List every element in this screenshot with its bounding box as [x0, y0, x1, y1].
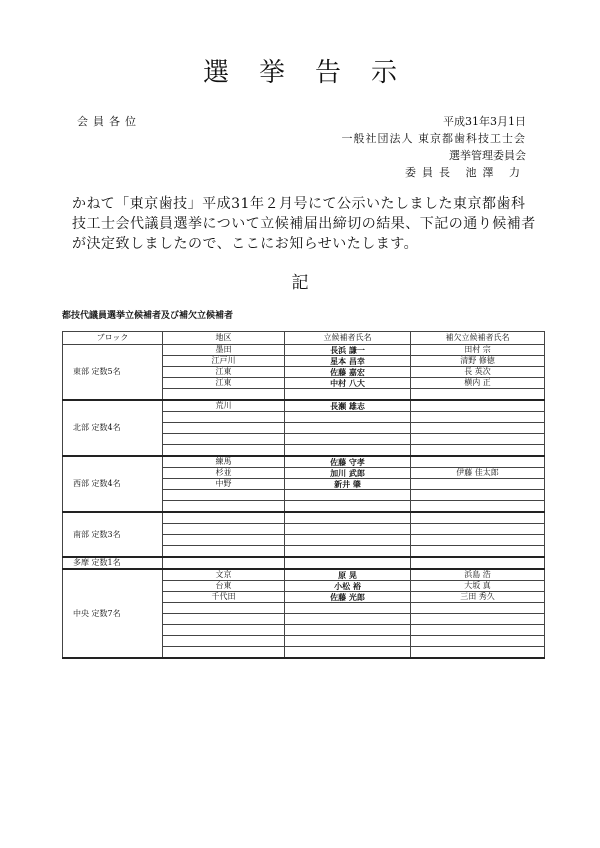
candidate-cell: [285, 546, 411, 558]
district-cell: [163, 445, 285, 457]
table-row: [63, 557, 545, 569]
district-cell: [163, 647, 285, 659]
district-cell: 江東: [163, 378, 285, 389]
candidate-cell: [285, 512, 411, 524]
table-row: [63, 512, 545, 524]
district-cell: [163, 546, 285, 558]
table-header-row: [63, 332, 545, 345]
block-label: 多摩 定数1名: [63, 557, 163, 569]
substitute-cell: 浜島 浩: [411, 569, 545, 581]
substitute-cell: 伊藤 佳太郎: [411, 468, 545, 479]
candidate-cell: [285, 636, 411, 647]
substitute-cell: [411, 557, 545, 569]
substitute-cell: [411, 512, 545, 524]
candidate-cell: [285, 490, 411, 501]
district-cell: [163, 389, 285, 401]
district-cell: [163, 557, 285, 569]
substitute-cell: [411, 434, 545, 445]
district-cell: 練馬: [163, 456, 285, 468]
addressee: 会員各位: [77, 115, 141, 128]
candidate-cell: [285, 445, 411, 457]
district-cell: [163, 625, 285, 636]
substitute-cell: [411, 490, 545, 501]
page-title: 選挙告示: [202, 58, 427, 88]
candidate-cell: 星本 昌幸: [285, 356, 411, 367]
ki-heading: 記: [291, 273, 309, 293]
issuer-block: [342, 130, 527, 181]
candidate-cell: [285, 535, 411, 546]
substitute-cell: [411, 445, 545, 457]
candidate-cell: [285, 647, 411, 659]
substitute-cell: [411, 636, 545, 647]
header-block: ブロック: [63, 332, 163, 345]
candidate-cell: 新井 肇: [285, 479, 411, 490]
district-cell: 千代田: [163, 592, 285, 603]
candidate-cell: 加川 武郎: [285, 468, 411, 479]
district-cell: [163, 535, 285, 546]
candidate-cell: [285, 557, 411, 569]
district-cell: [163, 636, 285, 647]
substitute-cell: [411, 647, 545, 659]
district-cell: [163, 614, 285, 625]
district-cell: 墨田: [163, 345, 285, 356]
table-row: [63, 456, 545, 468]
candidate-cell: [285, 434, 411, 445]
substitute-cell: [411, 412, 545, 423]
notice-body: かねて「東京歯技」平成31年２月号にて公示いたしました東京都歯科技工士会代議員選挙について立候補届出締切の結果、下記の通り候補者が決定致しましたので、ここにお知らせいたします。: [72, 196, 536, 252]
district-cell: 江東: [163, 367, 285, 378]
candidate-cell: 長浜 謙一: [285, 345, 411, 356]
substitute-cell: [411, 400, 545, 412]
candidate-cell: [285, 524, 411, 535]
substitute-cell: [411, 546, 545, 558]
candidate-cell: 中村 八大: [285, 378, 411, 389]
district-cell: [163, 490, 285, 501]
candidate-cell: [285, 412, 411, 423]
substitute-cell: [411, 524, 545, 535]
issuer-chair: 委員長 池澤 力: [405, 166, 526, 179]
block-label: 南部 定数3名: [63, 512, 163, 557]
candidate-cell: 原 晃: [285, 569, 411, 581]
substitute-cell: [411, 625, 545, 636]
candidate-table: [62, 331, 545, 659]
district-cell: [163, 512, 285, 524]
substitute-cell: 清野 修徳: [411, 356, 545, 367]
header-district: 地区: [163, 332, 285, 345]
district-cell: [163, 423, 285, 434]
table-row: [63, 400, 545, 412]
substitute-cell: 長 英次: [411, 367, 545, 378]
substitute-cell: 大坂 真: [411, 581, 545, 592]
substitute-cell: [411, 614, 545, 625]
substitute-cell: [411, 501, 545, 513]
candidate-cell: [285, 603, 411, 614]
block-label: 中央 定数7名: [63, 569, 163, 658]
substitute-cell: [411, 423, 545, 434]
candidate-cell: 長瀬 雄志: [285, 400, 411, 412]
candidate-cell: 佐藤 嘉宏: [285, 367, 411, 378]
issuer-org: 一般社団法人 東京都歯科技工士会: [341, 132, 526, 145]
substitute-cell: 横内 正: [411, 378, 545, 389]
table-title: 都技代議員選挙立候補者及び補欠立候補者: [62, 311, 234, 321]
candidate-cell: 佐藤 光郎: [285, 592, 411, 603]
district-cell: 中野: [163, 479, 285, 490]
district-cell: 台東: [163, 581, 285, 592]
substitute-cell: [411, 479, 545, 490]
header-substitute: 補欠立候補者氏名: [411, 332, 545, 345]
district-cell: [163, 603, 285, 614]
table-body: [63, 345, 545, 659]
district-cell: [163, 501, 285, 513]
candidate-cell: [285, 501, 411, 513]
table-row: [63, 569, 545, 581]
candidate-cell: 佐藤 守孝: [285, 456, 411, 468]
candidate-cell: [285, 625, 411, 636]
substitute-cell: 三田 秀久: [411, 592, 545, 603]
substitute-cell: [411, 603, 545, 614]
district-cell: [163, 434, 285, 445]
candidate-cell: 小松 裕: [285, 581, 411, 592]
substitute-cell: [411, 456, 545, 468]
substitute-cell: 田村 宗: [411, 345, 545, 356]
table-row: [63, 345, 545, 356]
district-cell: 杉並: [163, 468, 285, 479]
district-cell: 荒川: [163, 400, 285, 412]
candidate-cell: [285, 423, 411, 434]
district-cell: 文京: [163, 569, 285, 581]
district-cell: [163, 524, 285, 535]
header-candidate: 立候補者氏名: [285, 332, 411, 345]
district-cell: [163, 412, 285, 423]
district-cell: 江戸川: [163, 356, 285, 367]
issuer-committee: 選挙管理委員会: [449, 149, 526, 162]
block-label: 東部 定数5名: [63, 345, 163, 401]
block-label: 北部 定数4名: [63, 400, 163, 456]
block-label: 西部 定数4名: [63, 456, 163, 512]
issue-date: 平成31年3月1日: [443, 115, 526, 128]
substitute-cell: [411, 535, 545, 546]
candidate-cell: [285, 614, 411, 625]
substitute-cell: [411, 389, 545, 401]
candidate-cell: [285, 389, 411, 401]
